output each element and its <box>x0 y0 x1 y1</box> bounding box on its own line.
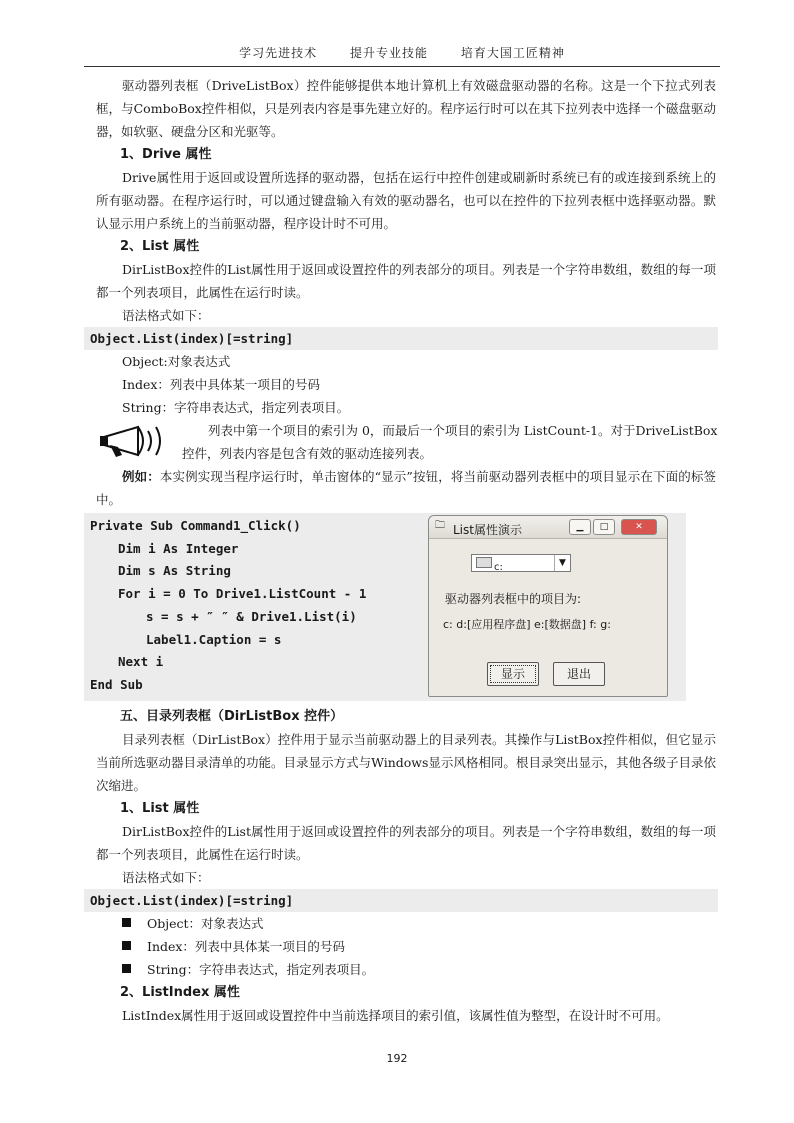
code-lines <box>90 515 366 697</box>
header-item: 提升专业技能 <box>349 46 428 60</box>
code-line: Dim i As Integer <box>118 540 239 556</box>
bullet-item <box>96 912 716 935</box>
page-number: 192 <box>386 1052 408 1065</box>
drive-icon <box>476 557 492 568</box>
bullet-text: String：字符串表达式，指定列表项目。 <box>147 962 375 977</box>
code-line: Dim s As String <box>118 563 231 579</box>
chevron-down-icon[interactable]: ▼ <box>554 555 570 571</box>
param-item: Index：列表中具体某一项目的号码 <box>122 377 320 392</box>
header-item: 培育大国工匠精神 <box>460 46 565 60</box>
listindex-paragraph: ListIndex属性用于返回或设置控件中当前选择项目的索引值，该属性值为整型，在设计时不可用。 <box>122 1008 669 1023</box>
section5-heading: 五、目录列表框（DirListBox 控件） <box>120 709 344 724</box>
square-bullet-icon <box>122 941 131 950</box>
list-heading: 2、List 属性 <box>120 239 200 254</box>
syntax-label: 语法格式如下： <box>122 870 210 885</box>
result-label: c: d:[应用程序盘] e:[数据盘] f: g: <box>443 618 611 631</box>
listindex-heading: 2、ListIndex 属性 <box>120 985 240 1000</box>
demo-window <box>428 515 668 697</box>
code-example <box>84 513 686 701</box>
header-item: 学习先进技术 <box>239 46 318 60</box>
megaphone-icon <box>98 421 170 461</box>
syntax-code: Object.List(index)[=string] <box>84 327 718 350</box>
code-line: Next i <box>118 654 164 670</box>
square-bullet-icon <box>122 918 131 927</box>
drive-combo-value: c: <box>494 562 503 573</box>
maximize-button[interactable]: □ <box>593 519 615 535</box>
example-paragraph <box>96 465 716 511</box>
section5-paragraph: 目录列表框（DirListBox）控件用于显示当前驱动器上的目录列表。其操作与ListBox控件相似，但它显示当前所选驱动器目录清单的功能。目录显示方式与Windows显示风格相同。根目录突出显示，其他各级子目录依次缩进。 <box>96 732 716 793</box>
code-line: Private Sub Command1_Click() <box>90 518 301 533</box>
code-line: End Sub <box>90 676 143 692</box>
code-line: For i = 0 To Drive1.ListCount - 1 <box>118 586 367 602</box>
bullet-item <box>96 935 716 958</box>
result-caption: 驱动器列表框中的项目为: <box>445 592 582 606</box>
list2-paragraph: DirListBox控件的List属性用于返回或设置控件的列表部分的项目。列表是一个字符串数组，数组的每一项都一个列表项目，此属性在运行时读。 <box>96 824 716 862</box>
bullet-text: Index：列表中具体某一项目的号码 <box>147 939 345 954</box>
syntax-label: 语法格式如下： <box>122 308 210 323</box>
square-bullet-icon <box>122 964 131 973</box>
window-title: List属性演示 <box>453 523 522 537</box>
show-button[interactable]: 显示 <box>487 662 539 686</box>
syntax-code: Object.List(index)[=string] <box>84 889 718 912</box>
drive-paragraph: Drive属性用于返回或设置所选择的驱动器，包括在运行中控件创建或刷新时系统已有的或连接到系统上的所有驱动器。在程序运行时，可以通过键盘输入有效的驱动器名，也可以在控件的下拉列表框中选择驱动器。默认显示用户系统上的当前驱动器，程序设计时不可用。 <box>96 170 716 231</box>
example-text: 本实例实现当程序运行时，单击窗体的“显示”按钮，将当前驱动器列表框中的项目显示在下面的标签中。 <box>96 469 716 507</box>
note-box <box>96 419 716 465</box>
param-item: Object:对象表达式 <box>122 354 231 369</box>
window-icon: 🗀 <box>435 520 445 531</box>
page-header <box>84 44 720 67</box>
code-line: Label1.Caption = s <box>146 631 282 647</box>
minimize-button[interactable]: ▁ <box>569 519 591 535</box>
param-item: String：字符串表达式，指定列表项目。 <box>122 400 350 415</box>
bullet-item <box>96 958 716 981</box>
list-paragraph: DirListBox控件的List属性用于返回或设置控件的列表部分的项目。列表是一个字符串数组，数组的每一项都一个列表项目，此属性在运行时读。 <box>96 262 716 300</box>
close-button[interactable]: ✕ <box>621 519 657 535</box>
example-label: 例如： <box>122 469 160 484</box>
window-titlebar <box>429 516 667 539</box>
intro-paragraph: 驱动器列表框（DriveListBox）控件能够提供本地计算机上有效磁盘驱动器的名称。这是一个下拉式列表框，与ComboBox控件相似，只是列表内容是事先建立好的。程序运行时可以在其下拉列表中选择一个磁盘驱动器，如软驱、硬盘分区和光驱等。 <box>96 78 716 139</box>
page-content <box>90 74 718 1027</box>
bullet-text: Object：对象表达式 <box>147 916 264 931</box>
exit-button[interactable]: 退出 <box>553 662 605 686</box>
drive-heading: 1、Drive 属性 <box>120 147 212 162</box>
list2-heading: 1、List 属性 <box>120 801 200 816</box>
drive-combo[interactable] <box>471 554 571 572</box>
code-line: s = s + ″ ″ & Drive1.List(i) <box>146 608 357 624</box>
note-text: 列表中第一个项目的索引为 0，而最后一个项目的索引为 ListCount-1。对于DriveListBox控件，列表内容是包含有效的驱动连接列表。 <box>182 423 718 461</box>
